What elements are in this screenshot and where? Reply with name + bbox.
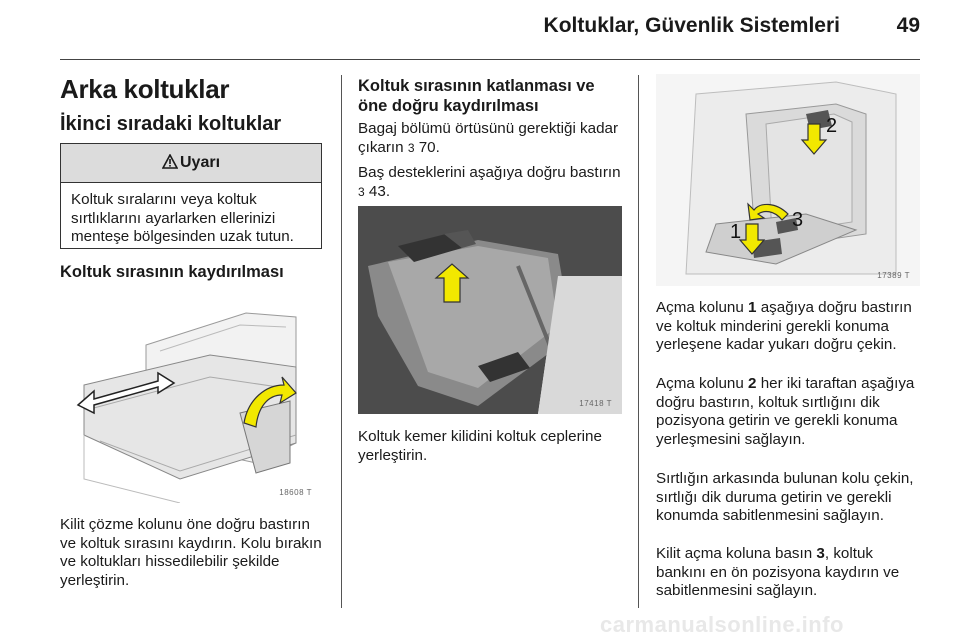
figure-number: 18608 T bbox=[279, 488, 312, 497]
watermark: carmanualsonline.info bbox=[600, 612, 844, 637]
warning-title: Uyarı bbox=[179, 154, 221, 171]
paragraph-headrests: Baş desteklerini aşağıya doğru bastırın 3 43. bbox=[358, 164, 621, 200]
raise-seat-illustration bbox=[656, 74, 920, 286]
step-backrest-lever: Sırtlığın arkasında bulunan kolu çekin, sırtlığı dik duruma getirin ve gerekli konumda sabitlenmesini sağlayın. bbox=[656, 470, 914, 524]
figure-number: 17418 T bbox=[579, 399, 612, 408]
heading-slide-row: Koltuk sırasının kaydırılması bbox=[60, 263, 284, 281]
step-lever-2: Açma kolunu 2 her iki taraftan aşağıya doğru bastırın, koltuk sırtlığını dik pozisyona getirin ve gerekli konuma yerleşmesini sağlayın. bbox=[656, 375, 915, 448]
column-divider-2 bbox=[638, 75, 639, 608]
step-lever-1: Açma kolunu 1 aşağıya doğru bastırın ve koltuk minderini gerekli konuma yerleşene kadar yukarı doğru çekin. bbox=[656, 299, 912, 353]
warning-triangle-icon bbox=[162, 146, 178, 184]
figure-label-1: 1 bbox=[730, 221, 742, 243]
warning-text: Koltuk sıralarını veya koltuk sırtlıklarını ayarlarken ellerinizi menteşe bölgesinden uzak tutun. bbox=[71, 191, 294, 245]
figure-number: 17389 T bbox=[877, 271, 910, 280]
column-divider-1 bbox=[341, 75, 342, 608]
reference-arrow-icon: 3 bbox=[407, 140, 415, 155]
figure-fold-seat bbox=[358, 206, 622, 414]
step-lever-3: Kilit açma koluna basın 3, koltuk bankını en ön pozisyona kaydırın ve sabitlenmesini sağlayın. bbox=[656, 545, 900, 599]
header-divider bbox=[60, 59, 920, 60]
seat-slide-illustration bbox=[60, 293, 322, 503]
figure-seat-slide bbox=[60, 293, 322, 503]
warning-box bbox=[60, 143, 322, 249]
page-number: 49 bbox=[896, 14, 920, 37]
reference-arrow-icon: 3 bbox=[358, 184, 365, 199]
paragraph-remove-cover: Bagaj bölümü örtüsünü gerektiği kadar çıkarın 3 70. bbox=[358, 120, 619, 156]
subsection-title: İkinci sıradaki koltuklar bbox=[60, 113, 282, 135]
caption-slide-row: Kilit çözme kolunu öne doğru bastırın ve koltuk sırasını kaydırın. Kolu bırakın ve koltukları hissedilebilir şekilde yerleştirin. bbox=[60, 516, 322, 589]
figure-label-3: 3 bbox=[792, 209, 804, 231]
fold-seat-illustration bbox=[358, 206, 622, 414]
caption-fold-seat: Koltuk kemer kilidini koltuk ceplerine yerleştirin. bbox=[358, 428, 602, 464]
chapter-title: Koltuklar, Güvenlik Sistemleri bbox=[543, 14, 840, 37]
section-title: Arka koltuklar bbox=[60, 74, 230, 104]
figure-label-2: 2 bbox=[826, 115, 838, 137]
figure-raise-seat bbox=[656, 74, 920, 286]
warning-header bbox=[61, 144, 321, 183]
heading-fold-row: Koltuk sırasının katlanması ve öne doğru kaydırılması bbox=[358, 77, 595, 115]
